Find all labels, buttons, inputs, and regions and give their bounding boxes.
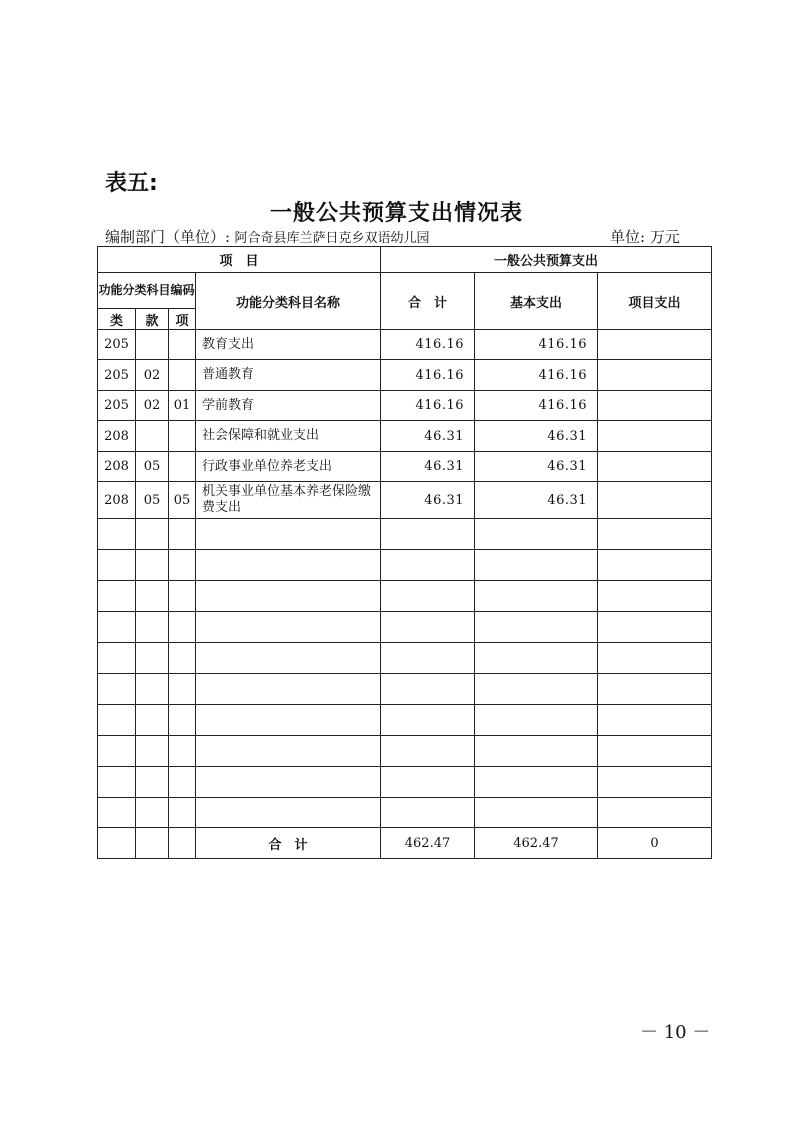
cell-basic: 46.31 bbox=[475, 482, 598, 519]
budget-table bbox=[97, 246, 712, 859]
total-project: 0 bbox=[598, 828, 712, 859]
table-row bbox=[98, 360, 712, 391]
empty-row bbox=[98, 736, 712, 767]
table-row bbox=[98, 421, 712, 452]
cell-project bbox=[598, 360, 712, 391]
cell-project bbox=[598, 391, 712, 421]
total-basic: 462.47 bbox=[475, 828, 598, 859]
cell-lei: 205 bbox=[98, 391, 136, 421]
empty-row bbox=[98, 519, 712, 550]
table-row bbox=[98, 330, 712, 360]
cell-xiang bbox=[169, 421, 196, 452]
header-basic: 基本支出 bbox=[475, 273, 598, 330]
header-budget: 一般公共预算支出 bbox=[381, 247, 712, 273]
cell-project bbox=[598, 452, 712, 482]
header-lei: 类 bbox=[98, 309, 136, 330]
empty-row bbox=[98, 767, 712, 798]
cell-lei: 208 bbox=[98, 452, 136, 482]
total-row bbox=[98, 828, 712, 859]
empty-row bbox=[98, 550, 712, 581]
empty-row bbox=[98, 581, 712, 612]
cell-xiang bbox=[169, 452, 196, 482]
cell-kuan: 05 bbox=[136, 482, 169, 519]
cell-basic: 416.16 bbox=[475, 330, 598, 360]
header-xiang: 项 bbox=[169, 309, 196, 330]
cell-kuan: 02 bbox=[136, 360, 169, 391]
empty-row bbox=[98, 643, 712, 674]
cell-name: 社会保障和就业支出 bbox=[196, 421, 381, 452]
header-item: 项 目 bbox=[98, 247, 381, 273]
header-project: 项目支出 bbox=[598, 273, 712, 330]
empty-row bbox=[98, 674, 712, 705]
table-row bbox=[98, 391, 712, 421]
header-name: 功能分类科目名称 bbox=[196, 273, 381, 330]
unit-label: 单位: 万元 bbox=[610, 228, 680, 246]
cell-basic: 46.31 bbox=[475, 452, 598, 482]
cell-xiang bbox=[169, 360, 196, 391]
empty-row bbox=[98, 798, 712, 828]
total-label: 合 计 bbox=[196, 828, 381, 859]
cell-xiang: 01 bbox=[169, 391, 196, 421]
table-row bbox=[98, 482, 712, 519]
cell-name: 教育支出 bbox=[196, 330, 381, 360]
department-label: 编制部门（单位）: bbox=[105, 228, 231, 246]
header-total: 合 计 bbox=[381, 273, 475, 330]
cell-project bbox=[598, 330, 712, 360]
cell-project bbox=[598, 421, 712, 452]
cell-kuan: 05 bbox=[136, 452, 169, 482]
cell-kuan bbox=[136, 421, 169, 452]
cell-project bbox=[598, 482, 712, 519]
cell-lei: 208 bbox=[98, 482, 136, 519]
header-row-2 bbox=[98, 273, 712, 309]
cell-basic: 416.16 bbox=[475, 360, 598, 391]
cell-lei: 208 bbox=[98, 421, 136, 452]
page-number: － 10 － bbox=[640, 1022, 711, 1043]
cell-name: 学前教育 bbox=[196, 391, 381, 421]
cell-kuan: 02 bbox=[136, 391, 169, 421]
cell-lei: 205 bbox=[98, 330, 136, 360]
empty-row bbox=[98, 612, 712, 643]
cell-total: 416.16 bbox=[381, 330, 475, 360]
cell-total: 46.31 bbox=[381, 452, 475, 482]
header-code: 功能分类科目编码 bbox=[98, 273, 196, 309]
cell-xiang bbox=[169, 330, 196, 360]
cell-total: 416.16 bbox=[381, 360, 475, 391]
department-line bbox=[105, 226, 430, 247]
document-title: 一般公共预算支出情况表 bbox=[269, 201, 523, 226]
cell-name: 普通教育 bbox=[196, 360, 381, 391]
cell-kuan bbox=[136, 330, 169, 360]
header-row-1 bbox=[98, 247, 712, 273]
cell-basic: 46.31 bbox=[475, 421, 598, 452]
table-row bbox=[98, 452, 712, 482]
cell-total: 46.31 bbox=[381, 421, 475, 452]
cell-xiang: 05 bbox=[169, 482, 196, 519]
header-kuan: 款 bbox=[136, 309, 169, 330]
cell-lei: 205 bbox=[98, 360, 136, 391]
empty-row bbox=[98, 705, 712, 736]
department-value: 阿合奇县库兰萨日克乡双语幼儿园 bbox=[234, 231, 430, 246]
cell-name: 行政事业单位养老支出 bbox=[196, 452, 381, 482]
table-label: 表五: bbox=[105, 171, 158, 196]
cell-total: 46.31 bbox=[381, 482, 475, 519]
total-sum: 462.47 bbox=[381, 828, 475, 859]
cell-basic: 416.16 bbox=[475, 391, 598, 421]
cell-name: 机关事业单位基本养老保险缴费支出 bbox=[196, 482, 381, 519]
cell-total: 416.16 bbox=[381, 391, 475, 421]
